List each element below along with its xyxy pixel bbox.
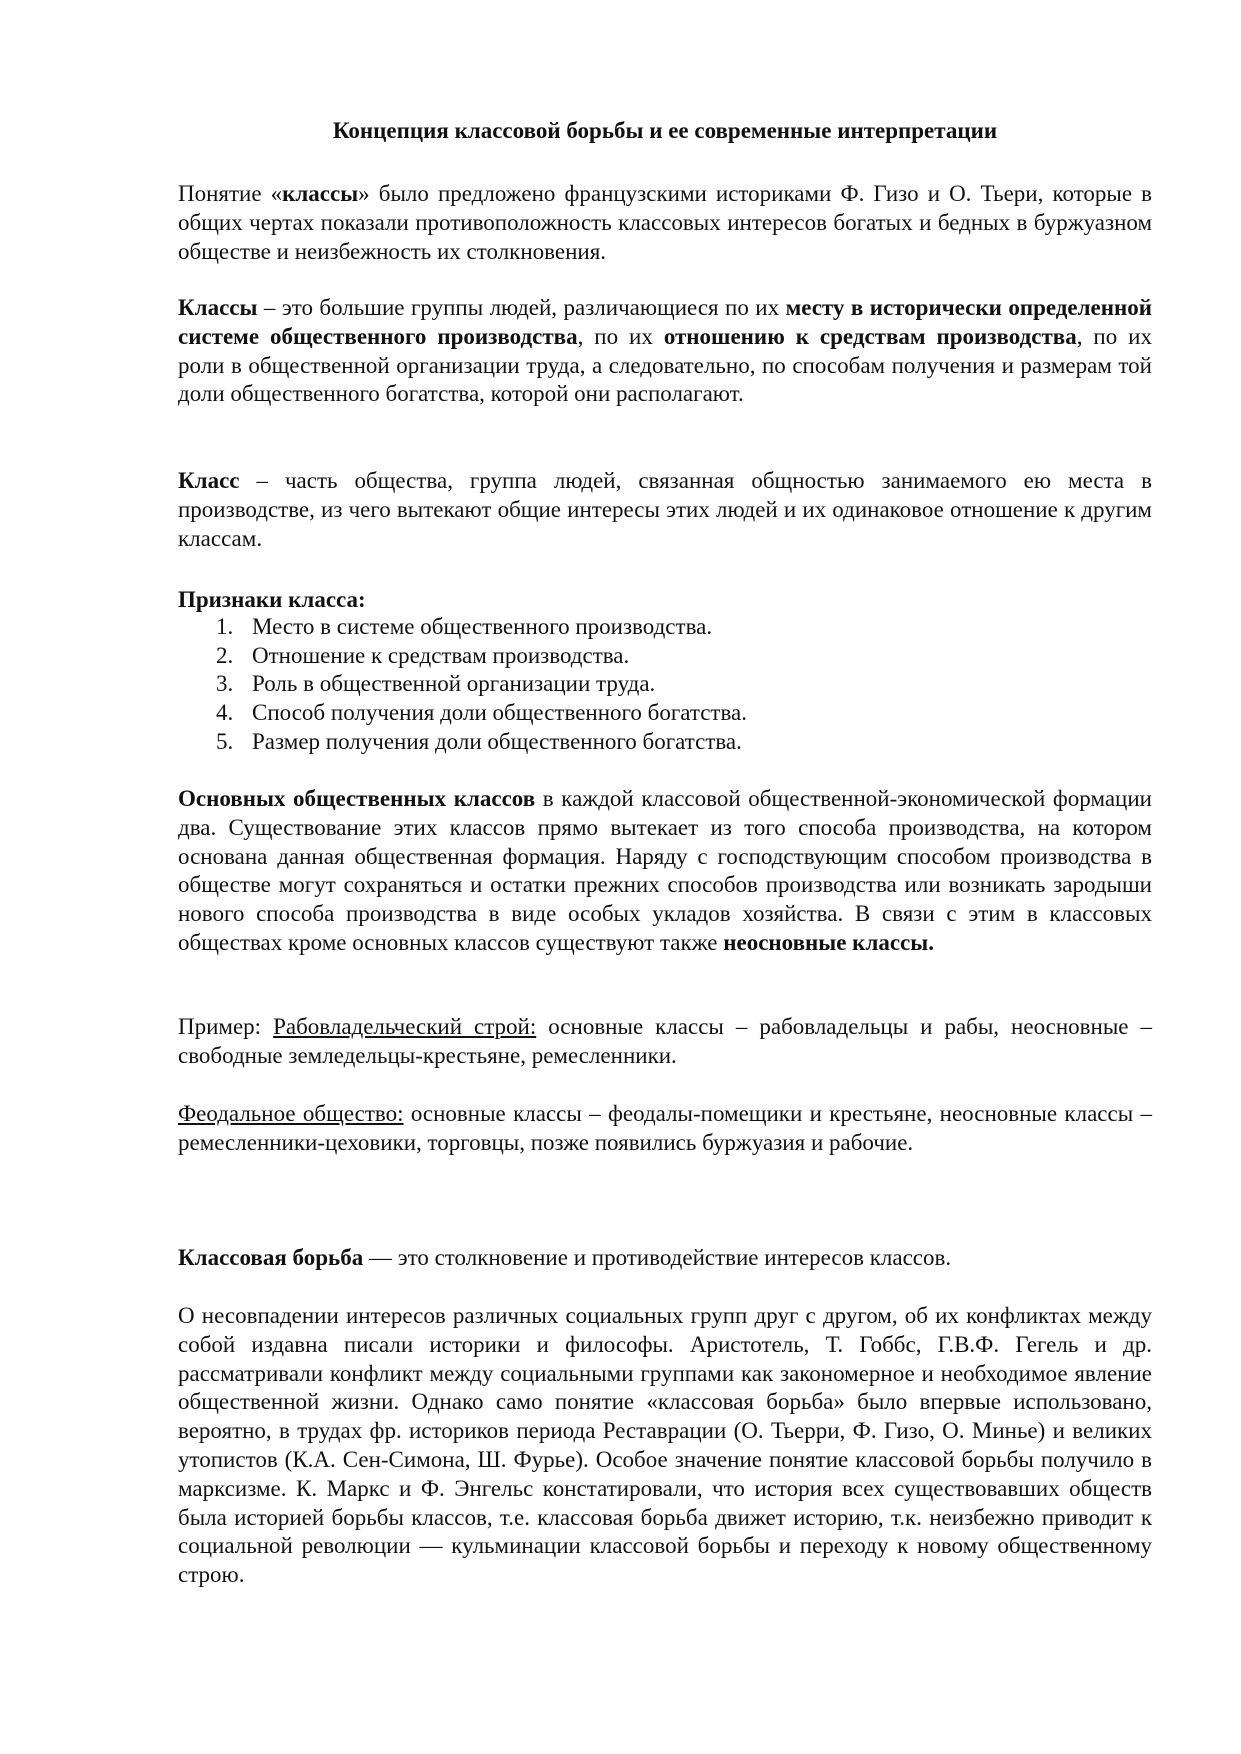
list-text: Роль в общественной организации труда.	[252, 671, 656, 697]
list-number: 1.	[216, 614, 234, 639]
bold-phrase: неосновные классы.	[723, 929, 934, 955]
paragraph-example-feudal	[178, 1100, 1152, 1158]
list-number: 4.	[216, 700, 234, 726]
text-run: » было предложено французскими историками Ф. Гизо и О. Тьери, которые в общих чертах показали противоположность классовых интересов богатых и бедных в буржуазном обществе и неизбежность их столкновения.	[178, 181, 1152, 264]
paragraph-main-classes	[178, 785, 1152, 958]
paragraph-class-struggle-definition	[178, 1244, 1152, 1273]
text-run: О несовпадении интересов различных социальных групп друг с другом, об их конфликтах между собой издавна писали историки и философы. Аристотель, Т. Гоббс, Г.В.Ф. Гегель и др. рассматривали конфликт между социальными группами как закономерное и необходимое явление общественной жизни. Однако само понятие «классовая борьба» было впервые использовано, вероятно, в трудах фр. историков периода Реставрации (О. Тьерри, Ф. Гизо, О. Минье) и великих утопистов (К.А. Сен-Симона, Ш. Фурье). Особое значение понятие классовой борьбы получило в марксизме. К. Маркс и Ф. Энгельс констатировали, что история всех существовавших обществ была историей борьбы классов, т.е. классовая борьба движет историю, т.к. неизбежно приводит к социальной революции — кульминации классовой борьбы и переходу к новому общественному строю.	[178, 1303, 1152, 1588]
list-text: Размер получения доли общественного богатства.	[252, 728, 742, 754]
text-run: – часть общества, группа людей, связанная общностью занимаемого ею места в производстве, из чего вытекают общие интересы этих людей и их одинаковое отношение к другим классам.	[178, 468, 1152, 551]
list-number: 5.	[216, 728, 234, 754]
paragraph-classes-definition	[178, 294, 1152, 409]
list-item	[178, 642, 1152, 671]
bold-term: Класс	[178, 468, 240, 493]
text-run: Пример:	[178, 1014, 274, 1039]
list-item	[178, 699, 1152, 728]
underlined-term: Рабовладельческий строй:	[273, 1014, 537, 1039]
list-number: 3.	[216, 671, 234, 697]
bold-term: Классовая борьба	[178, 1245, 364, 1270]
list-item	[178, 613, 1152, 642]
text-run: основные классы – рабовладельцы и рабы, неосновные – свободные земледельцы-крестьяне, ремесленники.	[178, 1014, 1152, 1068]
underlined-term: Феодальное общество:	[178, 1101, 404, 1126]
list-item	[178, 670, 1152, 699]
bold-phrase: отношению к средствам производства	[663, 323, 1077, 349]
list-text: Способ получения доли общественного богатства.	[252, 700, 747, 726]
paragraph-classes-origin	[178, 180, 1152, 266]
paragraph-class-definition	[178, 467, 1152, 553]
list-text: Место в системе общественного производства.	[252, 614, 713, 639]
bold-term: классы	[282, 181, 359, 206]
text-run: — это столкновение и противодействие интересов классов.	[363, 1245, 952, 1270]
paragraph-class-struggle-history	[178, 1302, 1152, 1590]
bold-term: Основных общественных классов	[178, 786, 536, 811]
signs-heading: Признаки класса:	[178, 587, 366, 612]
list-text: Отношение к средствам производства.	[252, 642, 630, 668]
document-title: Концепция классовой борьбы и ее современные интерпретации	[332, 118, 998, 143]
text-run: Понятие «	[178, 181, 283, 206]
text-run: – это большие группы людей, различающиеся по их	[257, 295, 786, 320]
list-item	[178, 728, 1152, 757]
text-run: , по их	[577, 323, 664, 349]
bold-term: Классы	[178, 295, 258, 320]
text-run: , по их роли в общественной организации труда, а следовательно, по способам получения и размерам той доли общественного богатства, которой они располагают.	[178, 323, 1152, 407]
bold-phrase: месту в исторически определенной системе общественного производства	[178, 295, 1152, 349]
text-run: в каждой классовой общественной-экономической формации два. Существование этих классов прямо вытекает из того способа производства, на котором основана данная общественная формация. Наряду с господствующим способом производства в обществе могут сохраняться и остатки прежних способов производства или возникать зародыши нового способа производства в виде особых укладов хозяйства. В связи с этим в классовых обществах кроме основных классов существуют также	[178, 786, 1152, 955]
list-number: 2.	[216, 642, 234, 668]
signs-list	[178, 613, 1152, 756]
text-run: основные классы – феодалы-помещики и крестьяне, неосновные классы – ремесленники-цеховики, торговцы, позже появились буржуазия и рабочие.	[178, 1101, 1153, 1155]
paragraph-example-slavery	[178, 1013, 1152, 1071]
